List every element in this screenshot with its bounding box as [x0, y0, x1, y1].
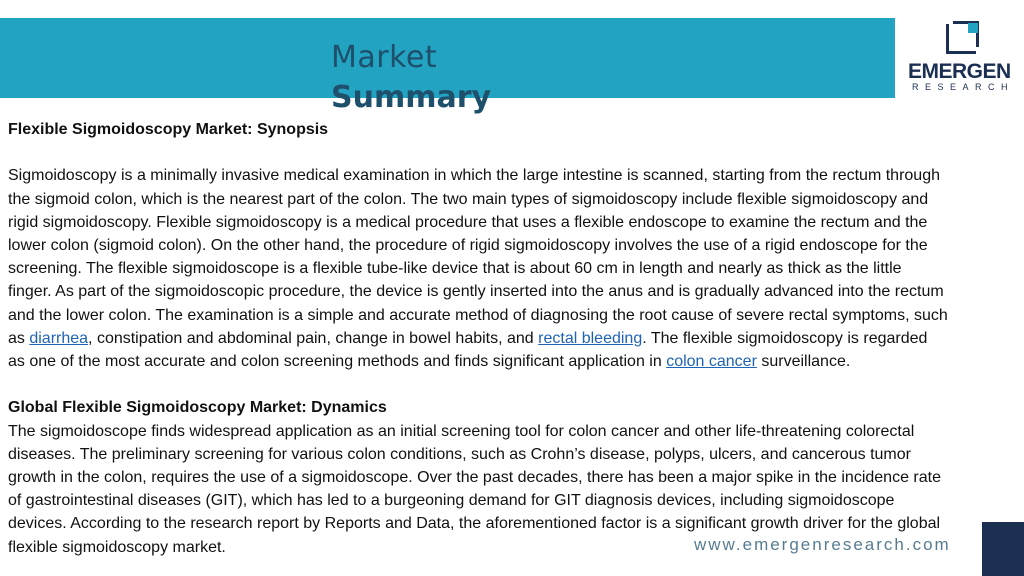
logo-name: EMERGEN: [908, 60, 1011, 83]
dynamics-paragraph: The sigmoidoscope finds widespread application as an initial screening tool for colon cancer and other life-threatening colorectal diseases. The preliminary screening for various colon conditions, such as Crohn’s disease, polyps, ulcers, and cancerous tumor growth in the colon, requires the use of a sigmoidoscope. Over the past decades, there has been a major spike in the incidence rate of gastrointestinal diseases (GIT), which has led to a burgeoning demand for GIT diagnosis devices, including sigmoidoscope devices. According to the research report by Reports and Data, the aforementioned factor is a significant growth driver for the global flexible sigmoidoscopy market.: [8, 422, 941, 556]
paragraph-gap: [8, 373, 948, 396]
document-body: [8, 118, 948, 559]
paragraph-gap: [8, 141, 948, 164]
page-title-line1: Market: [331, 40, 438, 75]
diarrhea-link[interactable]: diarrhea: [29, 329, 89, 347]
synopsis-paragraph: [8, 164, 948, 373]
logo-accent-square: [968, 23, 978, 33]
footer-website-url: www.emergenresearch.com: [694, 535, 951, 554]
synopsis-text-d: surveillance.: [756, 353, 851, 371]
page-title-line2: Summary: [331, 80, 492, 115]
section-heading-dynamics: Global Flexible Sigmoidoscopy Market: Dynamics: [8, 399, 387, 417]
rectal-bleeding-link[interactable]: rectal bleeding: [538, 329, 643, 347]
brand-logo: [902, 18, 1020, 98]
synopsis-text-c: . The flexible sigmoidoscopy is regarded as one of the most accurate and colon screening methods and finds significant application in: [8, 329, 928, 371]
synopsis-text-b: , constipation and abdominal pain, change in bowel habits, and: [88, 329, 539, 347]
colon-cancer-link[interactable]: colon cancer: [666, 353, 757, 371]
corner-decoration: [982, 522, 1024, 576]
section-heading-synopsis: Flexible Sigmoidoscopy Market: Synopsis: [8, 121, 329, 138]
synopsis-text-a: Sigmoidoscopy is a minimally invasive medical examination in which the large intestine is scanned, starting from the rectum through the sigmoid colon, which is the nearest part of the colon. The two main types of sigmoidoscopy include flexible sigmoidoscopy and rigid sigmoidoscopy. Flexible sigmoidoscopy is a medical procedure that uses a flexible endoscope to examine the rectum and the lower colon (sigmoid colon). On the other hand, the procedure of rigid sigmoidoscopy involves the use of a rigid endoscope for the screening. The flexible sigmoidoscope is a flexible tube-like device that is about 60 cm in length and nearly as thick as the little finger. As part of the sigmoidoscopic procedure, the device is gently inserted into the anus and is gradually advanced into the rectum and the lower colon. The examination is a simple and accurate method of diagnosing the root cause of severe rectal symptoms, such as: [8, 167, 948, 347]
logo-subtitle: RESEARCH: [912, 82, 1015, 92]
